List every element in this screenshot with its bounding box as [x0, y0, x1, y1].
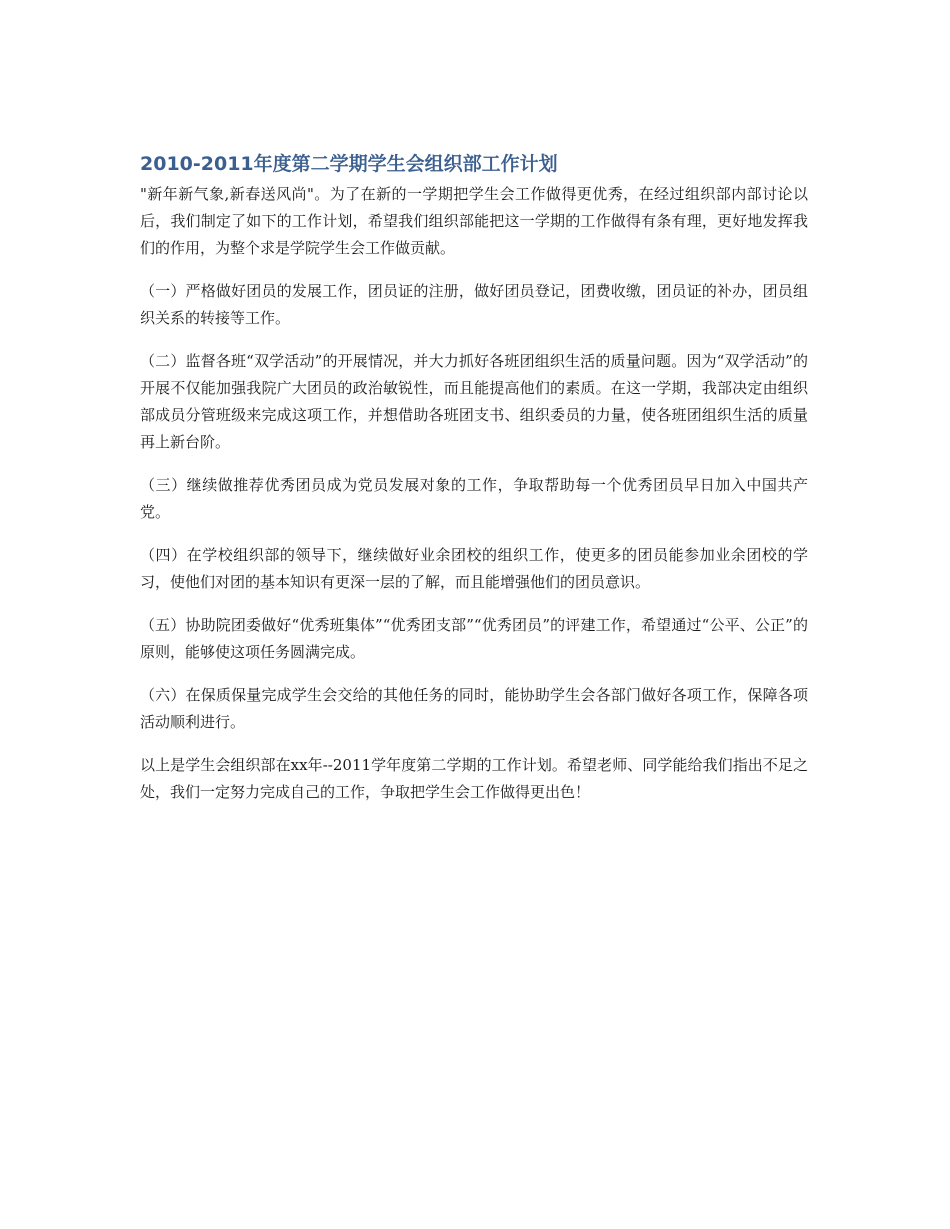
paragraph-item-3: （三）继续做推荐优秀团员成为党员发展对象的工作，争取帮助每一个优秀团员早日加入中国共产党。: [140, 476, 808, 521]
paragraph-item-6: （六）在保质保量完成学生会交给的其他任务的同时，能协助学生会各部门做好各项工作，保障各项活动顺利进行。: [140, 686, 808, 731]
paragraph-item-5: （五）协助院团委做好“优秀班集体”“优秀团支部”“优秀团员”的评建工作，希望通过“公平、公正”的原则，能够使这项任务圆满完成。: [140, 616, 808, 661]
paragraph-item-2: （二）监督各班“双学活动”的开展情况，并大力抓好各班团组织生活的质量问题。因为“双学活动”的开展不仅能加强我院广大团员的政治敏锐性，而且能提高他们的素质。在这一学期，我部决定由组织部成员分管班级来完成这项工作，并想借助各班团支书、组织委员的力量，使各班团组织生活的质量再上新台阶。: [140, 352, 808, 451]
paragraph-item-4: （四）在学校组织部的领导下，继续做好业余团校的组织工作，使更多的团员能参加业余团校的学习，使他们对团的基本知识有更深一层的了解，而且能增强他们的团员意识。: [140, 546, 808, 591]
document-title: 2010-2011年度第二学期学生会组织部工作计划: [140, 153, 558, 175]
paragraph-conclusion: 以上是学生会组织部在xx年--2011学年度第二学期的工作计划。希望老师、同学能给我们指出不足之处，我们一定努力完成自己的工作，争取把学生会工作做得更出色！: [140, 756, 808, 801]
paragraph-intro: "新年新气象,新春送风尚"。为了在新的一学期把学生会工作做得更优秀，在经过组织部内部讨论以后，我们制定了如下的工作计划，希望我们组织部能把这一学期的工作做得有条有理，更好地发挥我们的作用，为整个求是学院学生会工作做贡献。: [140, 185, 808, 257]
document-page: [140, 150, 808, 822]
paragraph-item-1: （一）严格做好团员的发展工作，团员证的注册，做好团员登记，团费收缴，团员证的补办，团员组织关系的转接等工作。: [140, 282, 808, 327]
